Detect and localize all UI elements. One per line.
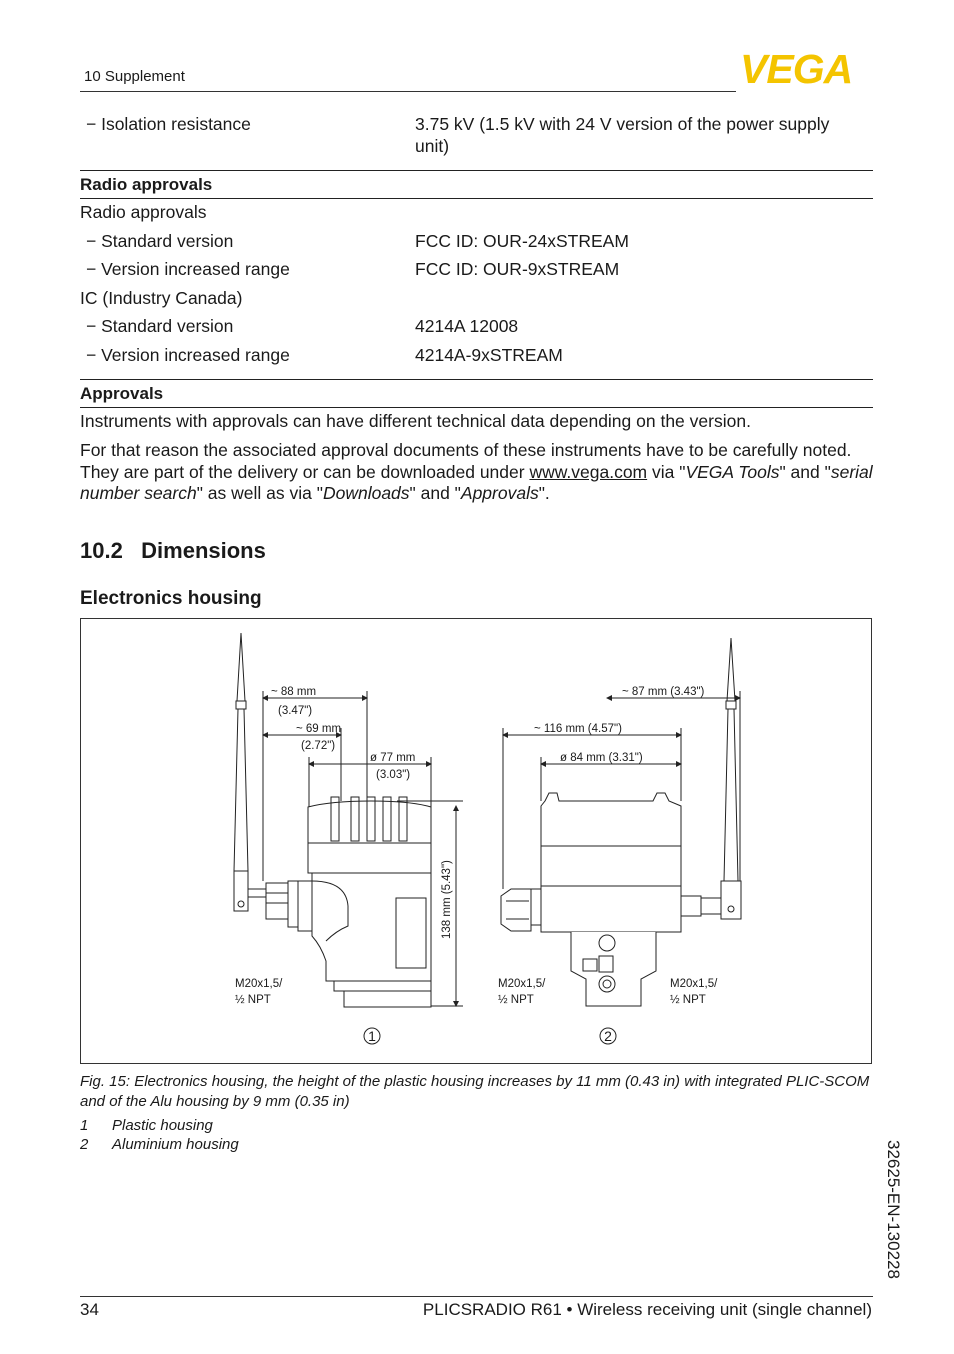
- page-number: 34: [80, 1300, 99, 1319]
- dim-label: (3.47"): [278, 705, 313, 717]
- callout-number: 2: [604, 1028, 612, 1044]
- dim-label: ø 77 mm: [370, 752, 416, 764]
- figure-box: [80, 618, 872, 1064]
- thread-label: ½ NPT: [498, 994, 534, 1006]
- legend-text: Aluminium housing: [112, 1136, 239, 1153]
- section-title: 10.2 Dimensions: [80, 538, 266, 563]
- dim-label: (2.72"): [301, 740, 336, 752]
- vega-link[interactable]: www.vega.com: [529, 461, 648, 482]
- legend-num: 1: [80, 1117, 89, 1134]
- ic-row-label: − Version increased range: [86, 345, 290, 365]
- thread-label: ½ NPT: [235, 994, 271, 1006]
- legend-num: 2: [80, 1136, 89, 1153]
- dim-label: ~ 116 mm (4.57"): [534, 723, 622, 735]
- isolation-label: − Isolation resistance: [86, 114, 251, 134]
- document-number-text: 32625-EN-130228: [884, 1140, 903, 1279]
- legend-text: Plastic housing: [112, 1117, 213, 1134]
- dim-label: 138 mm (5.43"): [441, 860, 453, 939]
- radio-sub: Radio approvals: [80, 202, 207, 222]
- isolation-value-1: 3.75 kV (1.5 kV with 24 V version of the power supply: [415, 114, 830, 134]
- ic-label: IC (Industry Canada): [80, 288, 243, 308]
- callout-number: 1: [368, 1028, 376, 1044]
- dim-label: ~ 88 mm: [271, 686, 317, 698]
- dim-label: (3.03"): [376, 769, 411, 781]
- vega-logo: [740, 50, 874, 86]
- thread-label: ½ NPT: [670, 994, 706, 1006]
- radio-row-label: − Standard version: [86, 231, 234, 251]
- dim-label: ~ 69 mm: [296, 723, 342, 735]
- figure-caption: Fig. 15: Electronics housing, the height of the plastic housing increases by 11 mm (0.43 in) with integrated PLIC-SCOM and of the Alu housing by 9 mm (0.35 in): [80, 1073, 870, 1110]
- radio-row-value: FCC ID: OUR-9xSTREAM: [415, 259, 620, 279]
- thread-label: M20x1,5/: [498, 978, 546, 990]
- ic-row-label: − Standard version: [86, 316, 234, 336]
- radio-row-value: FCC ID: OUR-24xSTREAM: [415, 231, 629, 251]
- dimension-drawing: [81, 619, 871, 1063]
- ic-row-value: 4214A-9xSTREAM: [415, 345, 563, 365]
- thread-label: M20x1,5/: [670, 978, 718, 990]
- footer-title: PLICSRADIO R61 • Wireless receiving unit (single channel): [422, 1300, 872, 1319]
- approvals-heading: Approvals: [80, 384, 164, 403]
- rule: [80, 198, 873, 199]
- header-rule: [80, 91, 736, 92]
- rule: [80, 170, 873, 171]
- radio-heading: Radio approvals: [80, 175, 213, 194]
- radio-row-label: − Version increased range: [86, 259, 290, 279]
- vega-logo-text: VEGA: [740, 50, 853, 86]
- document-number: [880, 1140, 910, 1300]
- approvals-paragraph-2: For that reason the associated approval documents of these instruments have to be carefully noted. They are part of the delivery or can be downloaded under www.vega.com via "VEGA Tools" and "serial number search" as well as via "Downloads" and "Approvals".: [80, 440, 873, 503]
- footer-rule: [80, 1296, 873, 1297]
- rule: [80, 379, 873, 380]
- running-header: 10 Supplement: [84, 68, 185, 85]
- isolation-value-2: unit): [415, 136, 450, 156]
- thread-label: M20x1,5/: [235, 978, 283, 990]
- dim-label: ø 84 mm (3.31"): [560, 752, 643, 764]
- subsection-title: Electronics housing: [80, 588, 262, 609]
- rule: [80, 407, 873, 408]
- approvals-paragraph-1: Instruments with approvals can have different technical data depending on the version.: [80, 411, 751, 431]
- dim-label: ~ 87 mm (3.43"): [622, 686, 705, 698]
- ic-row-value: 4214A 12008: [415, 316, 519, 336]
